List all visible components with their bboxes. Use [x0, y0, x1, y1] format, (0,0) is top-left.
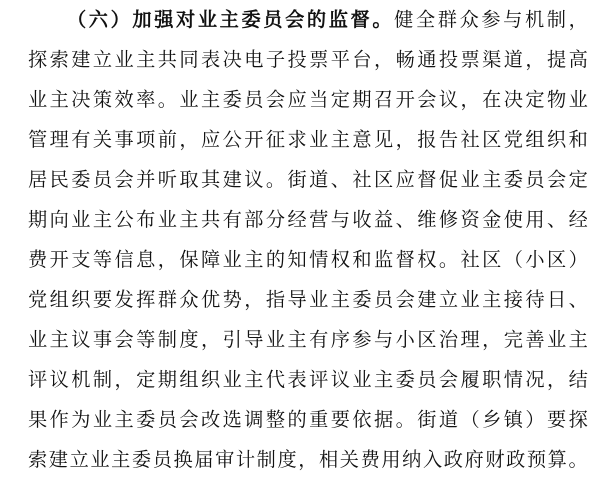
paragraph-line-1 — [67, 8, 588, 32]
paragraph-line-6: 期向业主公布业主共有部分经营与收益、维修资金使用、经 — [28, 208, 588, 231]
paragraph-line-4: 管理有关事项前，应公开征求业主意见，报告社区党组织和 — [28, 128, 588, 151]
paragraph-line-12: 索建立业主委员换届审计制度，相关费用纳入政府财政预算。 — [28, 448, 590, 471]
paragraph-line-3: 业主决策效率。业主委员会应当定期召开会议，在决定物业 — [28, 88, 588, 111]
paragraph-line-8: 党组织要发挥群众优势，指导业主委员会建立业主接待日、 — [28, 288, 588, 311]
paragraph-text: 健全群众参与机制， — [394, 8, 588, 31]
paragraph-line-9: 业主议事会等制度，引导业主有序参与小区治理，完善业主 — [28, 328, 588, 351]
paragraph-line-11: 果作为业主委员会改选调整的重要依据。街道（乡镇）要探 — [28, 408, 588, 431]
section-heading: （六）加强对业主委员会的监督。 — [67, 8, 395, 31]
paragraph-line-7: 费开支等信息，保障业主的知情权和监督权。社区（小区） — [28, 248, 588, 271]
paragraph-line-2: 探索建立业主共同表决电子投票平台，畅通投票渠道，提高 — [28, 48, 588, 71]
paragraph-line-10: 评议机制，定期组织业主代表评议业主委员会履职情况，结 — [28, 368, 588, 391]
paragraph-line-5: 居民委员会并听取其建议。街道、社区应督促业主委员会定 — [28, 168, 588, 191]
